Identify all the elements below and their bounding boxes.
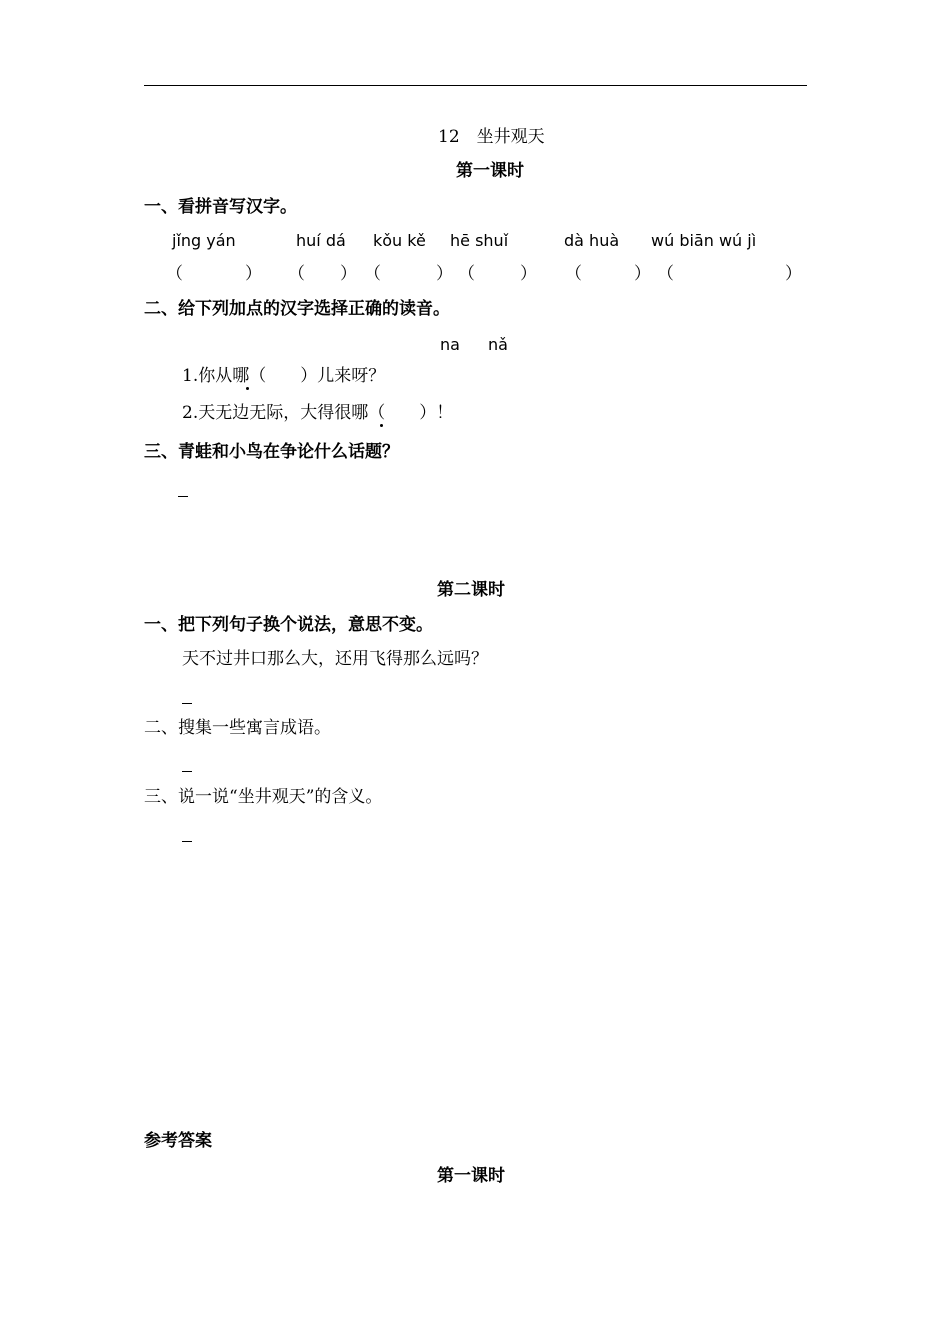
lesson1-q1-title: 一、看拼音写汉字。 [144, 197, 297, 217]
lesson1-q3-title: 三、青蛙和小鸟在争论什么话题？ [144, 442, 399, 462]
answer-blank-1-open: （ [166, 264, 183, 284]
answers-heading: 第一课时 [437, 1166, 505, 1186]
pinyin-2: huí dá [296, 231, 346, 250]
answers-title: 参考答案 [144, 1131, 212, 1151]
pinyin-6: wú biān wú jì [651, 231, 757, 250]
lesson2-q1-sentence: 天不过井口那么大，还用飞得那么远吗？ [182, 649, 488, 669]
reading-option-2: nǎ [488, 335, 508, 354]
pinyin-5: dà huà [564, 231, 620, 250]
answer-line [182, 771, 192, 772]
answer-blank-6-open: （ [657, 264, 674, 284]
emphasis-dot [380, 424, 383, 427]
pinyin-4: hē shuǐ [450, 231, 509, 250]
header-rule [144, 85, 807, 86]
answer-blank-3-close: ） [436, 264, 453, 284]
answer-line [182, 841, 192, 842]
page-title: 12 坐井观天 [438, 127, 545, 147]
lesson2-heading: 第二课时 [437, 580, 505, 600]
answer-blank-6-close: ） [785, 264, 802, 284]
lesson1-q2-item-2: 2.天无边无际，大得很哪（ ）！ [182, 403, 454, 423]
answer-blank-1-close: ） [245, 264, 262, 284]
answer-blank-2-open: （ [288, 264, 305, 284]
pinyin-3: kǒu kě [373, 231, 426, 250]
answer-line [182, 703, 192, 704]
lesson1-q2-item-1: 1.你从哪（ ）儿来呀？ [182, 366, 386, 386]
answer-blank-5-close: ） [634, 264, 651, 284]
answer-blank-2-close: ） [340, 264, 357, 284]
answer-line [178, 496, 188, 497]
answer-blank-4-open: （ [458, 264, 475, 284]
answer-blank-3-open: （ [364, 264, 381, 284]
answer-blank-5-open: （ [565, 264, 582, 284]
emphasis-dot [246, 387, 249, 390]
lesson2-q3-title: 三、说一说“坐井观天”的含义。 [144, 787, 383, 807]
answer-blank-4-close: ） [520, 264, 537, 284]
lesson1-q2-title: 二、给下列加点的汉字选择正确的读音。 [144, 299, 450, 319]
reading-option-1: na [440, 335, 460, 354]
lesson2-q1-title: 一、把下列句子换个说法，意思不变。 [144, 615, 433, 635]
pinyin-1: jǐng yán [172, 231, 236, 250]
lesson2-q2-title: 二、搜集一些寓言成语。 [144, 718, 331, 738]
lesson1-heading: 第一课时 [456, 161, 524, 181]
